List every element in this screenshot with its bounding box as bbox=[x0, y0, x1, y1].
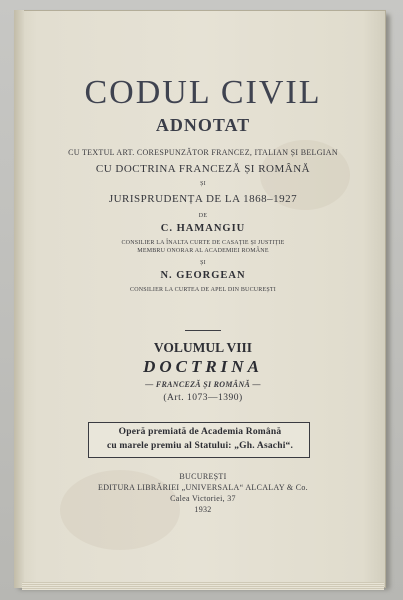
author-2-role: CONSILIER LA CURTEA DE APEL DIN BUCUREȘTI bbox=[130, 287, 276, 293]
award-box bbox=[88, 422, 310, 458]
author-1-role-1: CONSILIER LA ÎNALTA CURTE DE CASAȚIE ȘI JUSTIȚIE bbox=[121, 240, 285, 246]
book-title: CODUL CIVIL bbox=[84, 74, 322, 111]
author-2-name: N. GEORGEAN bbox=[160, 270, 246, 281]
book-subtitle: ADNOTAT bbox=[155, 115, 251, 135]
author-1-name: C. HAMANGIU bbox=[160, 223, 246, 234]
conjunction-2: ȘI bbox=[200, 260, 206, 266]
publisher-city: BUCUREȘTI bbox=[179, 472, 227, 481]
conjunction-1: ȘI bbox=[200, 181, 206, 187]
publication-year: 1932 bbox=[194, 505, 212, 514]
divider-rule bbox=[185, 330, 221, 331]
publisher-address: Calea Victoriei, 37 bbox=[170, 494, 236, 503]
description-line-2: CU DOCTRINA FRANCEZĂ ȘI ROMÂNĂ bbox=[95, 163, 311, 175]
by-word: DE bbox=[198, 213, 208, 219]
award-line-1: Operă premiată de Academia Română bbox=[118, 427, 282, 437]
section-subtitle: — FRANCEZĂ ȘI ROMÂNĂ — bbox=[145, 380, 261, 389]
section-title: DOCTRINA bbox=[143, 357, 263, 376]
award-line-2: cu marele premiu al Statului: „Gh. Asachi“. bbox=[106, 441, 294, 451]
author-1-role-2: MEMBRU ONORAR AL ACADEMIEI ROMÂNE bbox=[137, 248, 269, 254]
description-line-1: CU TEXTUL ART. CORESPUNZĂTOR FRANCEZ, ITALIAN ȘI BELGIAN bbox=[68, 148, 338, 157]
article-range: (Art. 1073—1390) bbox=[163, 393, 243, 403]
book-page-edges bbox=[22, 582, 384, 590]
publisher-name: EDITURA LIBRĂRIEI „UNIVERSALA“ ALCALAY & Co. bbox=[98, 483, 308, 492]
volume-label: VOLUMUL VIII bbox=[153, 340, 253, 355]
description-line-3: JURISPRUDENȚA DE LA 1868–1927 bbox=[108, 193, 298, 205]
book-spine-edge bbox=[14, 10, 24, 588]
